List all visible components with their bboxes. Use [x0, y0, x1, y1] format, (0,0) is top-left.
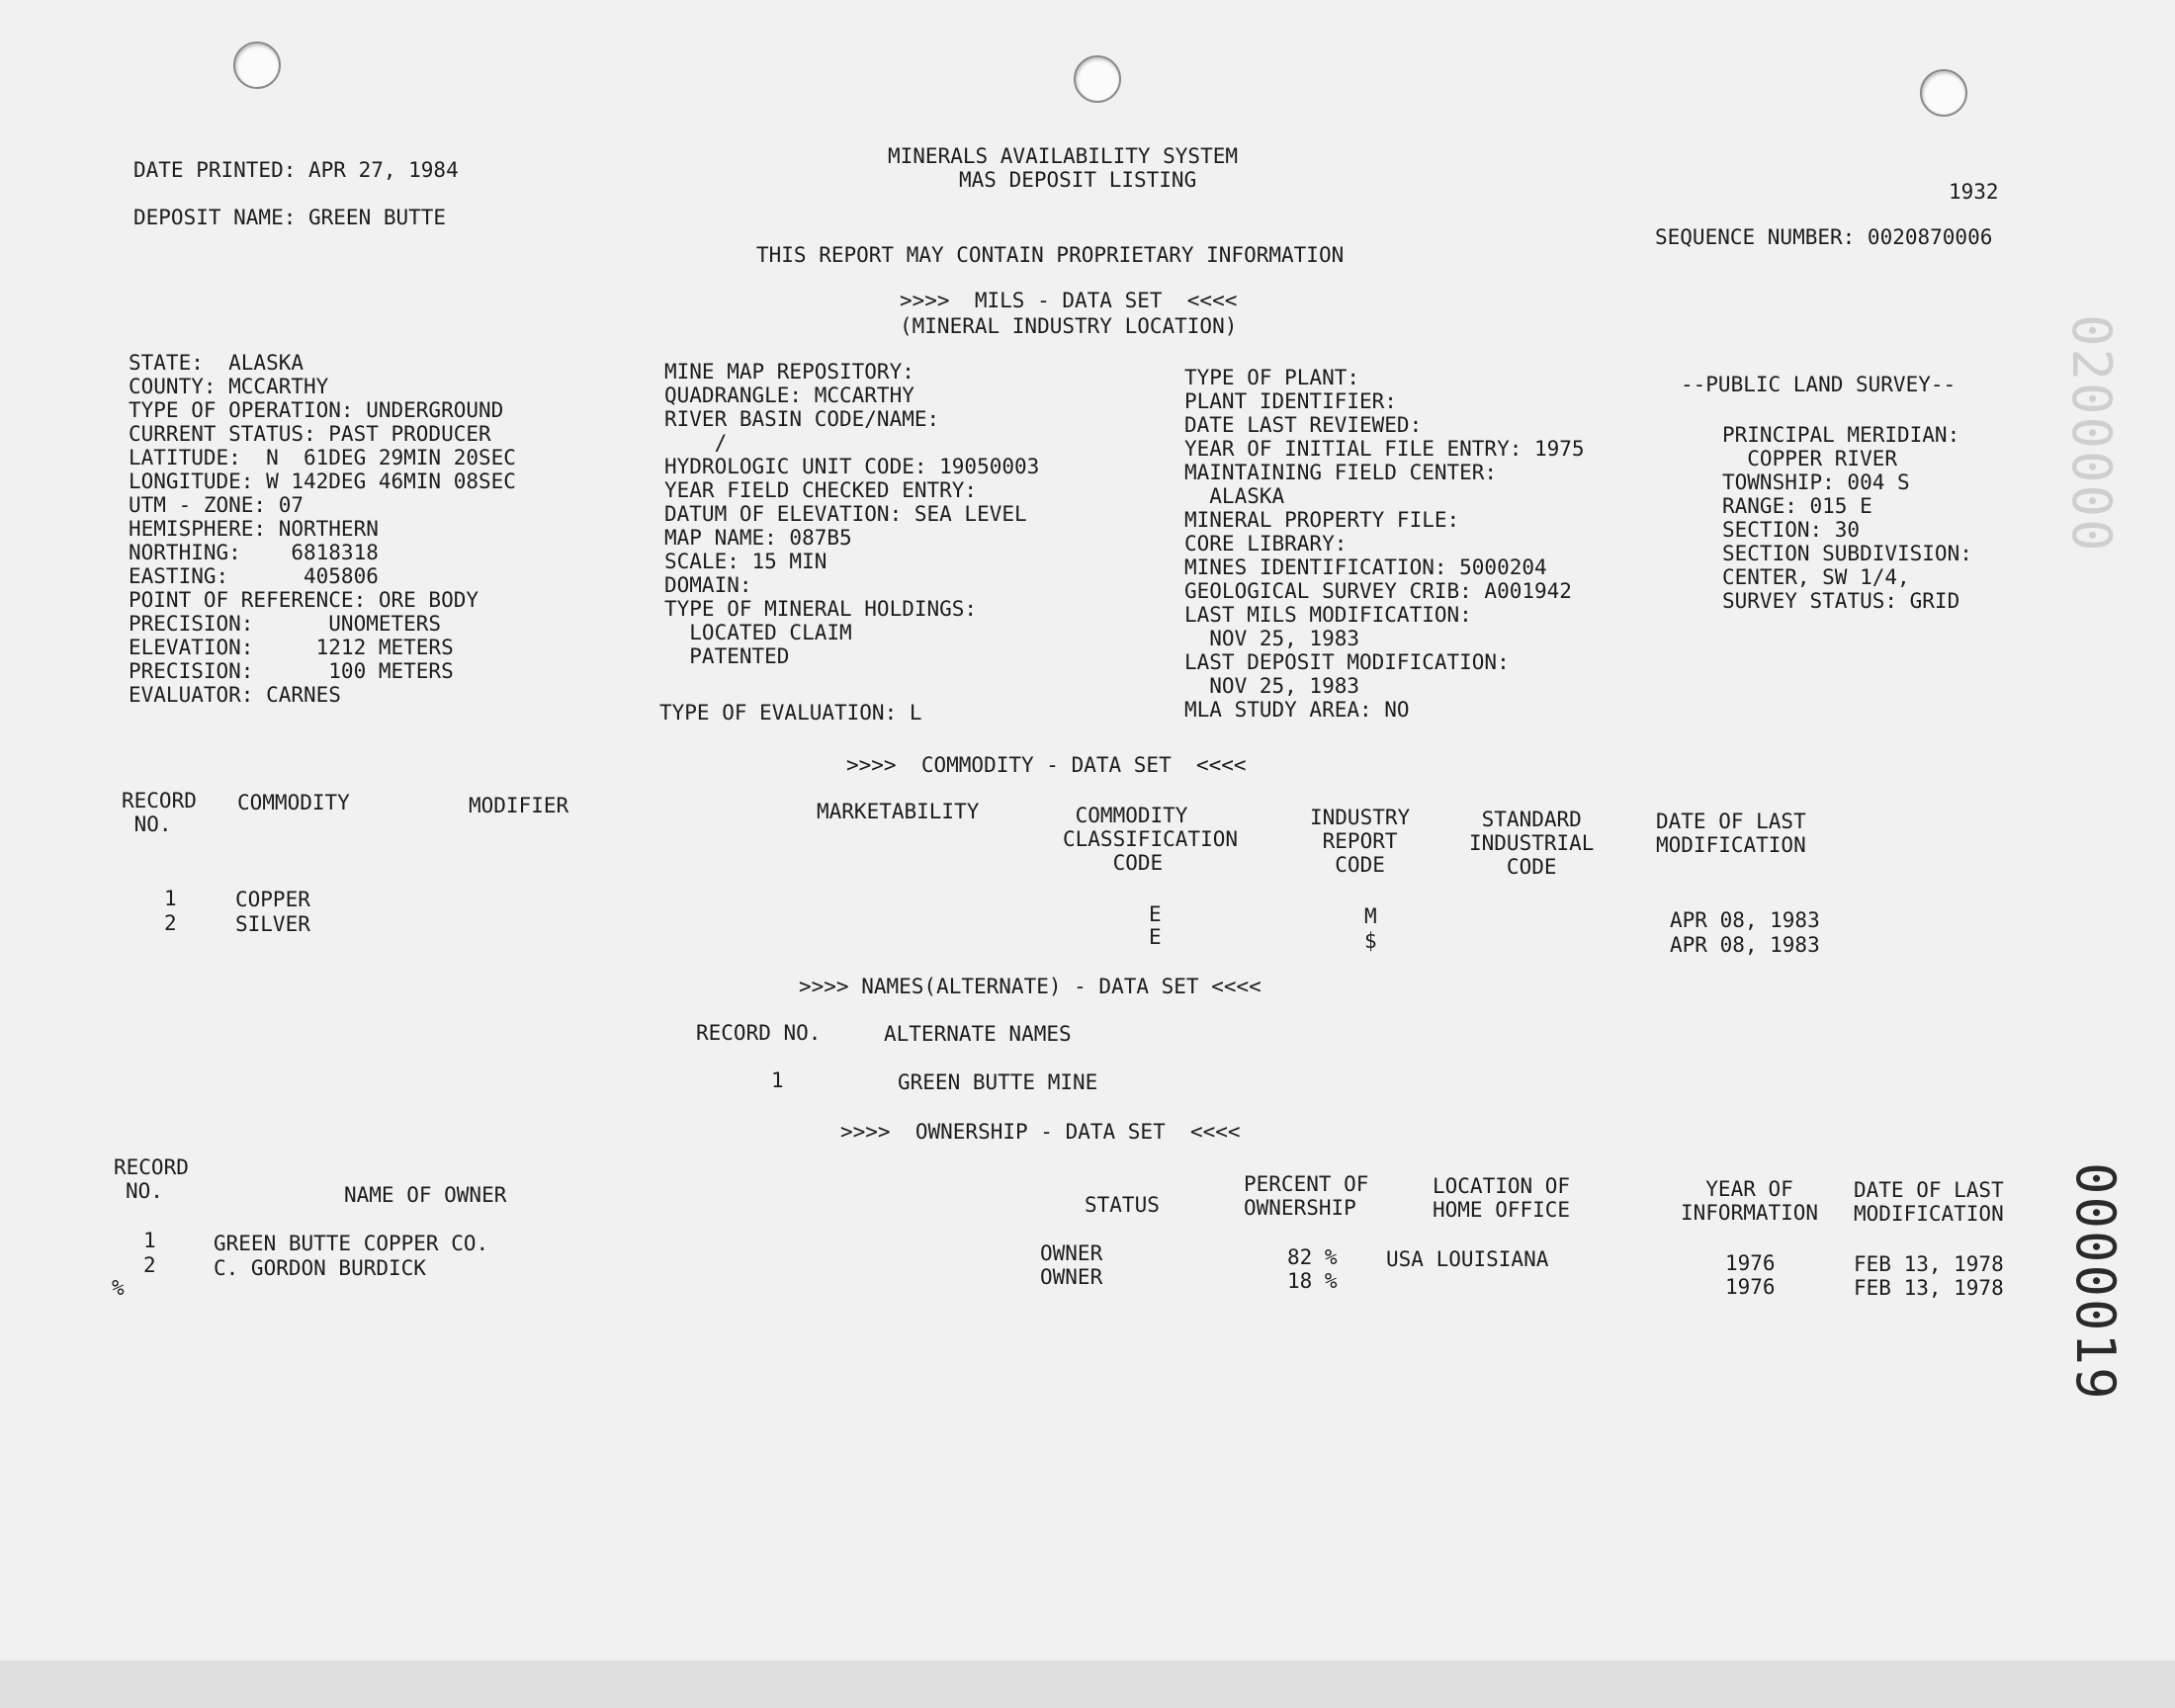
ownership-header-record: RECORD [114, 1155, 189, 1179]
ownership-header-location: LOCATION OF [1433, 1174, 1571, 1198]
deposit-name: DEPOSIT NAME: GREEN BUTTE [133, 206, 447, 229]
mils-field: POINT OF REFERENCE: ORE BODY [129, 588, 479, 612]
date-printed: DATE PRINTED: APR 27, 1984 [133, 158, 459, 182]
mils-field: CORE LIBRARY: [1184, 532, 1348, 555]
commodity-record-no: 1 [164, 887, 177, 910]
mils-field: SECTION: 30 [1722, 518, 1861, 542]
owner-home-office: USA LOUISIANA [1386, 1247, 1549, 1271]
ownership-header-year: YEAR OF [1681, 1177, 1793, 1201]
mils-field: MAP NAME: 087B5 [664, 526, 852, 550]
mils-field: / [664, 431, 728, 455]
commodity-industry-code: $ [1364, 929, 1377, 953]
ownership-header-year: INFORMATION [1681, 1201, 1819, 1225]
mils-field: MINES IDENTIFICATION: 5000204 [1184, 555, 1547, 579]
mils-field: EASTING: 405806 [129, 564, 379, 588]
mils-field: SCALE: 15 MIN [664, 550, 827, 573]
commodity-record-no: 2 [164, 911, 177, 935]
commodity-header-classification: CODE [1063, 851, 1164, 875]
mils-plant-column [1184, 366, 1585, 722]
faint-page-stamp: 0200000 [2060, 314, 2123, 554]
commodity-header-sic: STANDARD [1469, 808, 1582, 831]
mils-field: TOWNSHIP: 004 S [1722, 470, 1910, 494]
commodity-header-record: RECORD [122, 789, 197, 812]
system-title: MINERALS AVAILABILITY SYSTEM [888, 144, 1239, 168]
mils-field: MINE MAP REPOSITORY: [664, 360, 914, 384]
ownership-header-percent: PERCENT OF [1244, 1172, 1369, 1196]
mils-field: TYPE OF MINERAL HOLDINGS: [664, 597, 978, 621]
mils-field: STATE: ALASKA [129, 351, 304, 375]
mils-field: PRECISION: 100 METERS [129, 659, 454, 683]
mils-field: SURVEY STATUS: GRID [1722, 589, 1960, 613]
owner-percent: 18 % [1287, 1269, 1338, 1293]
commodity-class-code: E [1149, 902, 1162, 926]
mils-field: LAST DEPOSIT MODIFICATION: [1184, 650, 1510, 674]
mils-field: GEOLOGICAL SURVEY CRIB: A001942 [1184, 579, 1572, 603]
owner-year: 1976 [1725, 1275, 1776, 1299]
punch-hole-center [1074, 55, 1121, 103]
mils-field: LAST MILS MODIFICATION: [1184, 603, 1472, 627]
commodity-header-classification: CLASSIFICATION [1063, 827, 1239, 851]
commodity-name: SILVER [235, 912, 310, 936]
commodity-class-code: E [1149, 925, 1162, 949]
mils-field: DATUM OF ELEVATION: SEA LEVEL [664, 502, 1027, 526]
commodity-name: COPPER [235, 888, 310, 911]
mils-survey-column [1722, 423, 1972, 613]
commodity-header-record: NO. [122, 812, 172, 836]
mils-field: LOCATED CLAIM [664, 621, 852, 644]
owner-percent: 82 % [1287, 1245, 1338, 1269]
commodity-header-industry: REPORT [1310, 829, 1398, 853]
mils-field: NOV 25, 1983 [1184, 674, 1360, 698]
mils-field: COPPER RIVER [1722, 447, 1898, 470]
sequence-number: SEQUENCE NUMBER: 0020870006 [1655, 225, 1993, 249]
ownership-header-percent: OWNERSHIP [1244, 1196, 1356, 1220]
ownership-header-status: STATUS [1085, 1193, 1160, 1217]
mils-field: MLA STUDY AREA: NO [1184, 698, 1410, 722]
page-bottom-edge [0, 1661, 2175, 1708]
names-record-no: 1 [771, 1068, 784, 1092]
names-header-alternate: ALTERNATE NAMES [884, 1022, 1072, 1046]
punch-hole-right [1920, 69, 1967, 117]
mils-field: TYPE OF OPERATION: UNDERGROUND [129, 398, 504, 422]
mils-field: HYDROLOGIC UNIT CODE: 19050003 [664, 455, 1040, 478]
mils-field: EVALUATOR: CARNES [129, 683, 341, 707]
ownership-header-record: NO. [126, 1179, 163, 1203]
mils-field: CENTER, SW 1/4, [1722, 565, 1910, 589]
proprietary-notice: THIS REPORT MAY CONTAIN PROPRIETARY INFORMATION [756, 243, 1345, 267]
mils-field: NORTHING: 6818318 [129, 541, 379, 564]
commodity-industry-code: M [1364, 904, 1377, 928]
owner-date: FEB 13, 1978 [1854, 1252, 2004, 1276]
mils-field: NOV 25, 1983 [1184, 627, 1360, 650]
page-number: 1932 [1949, 180, 1999, 204]
type-of-evaluation: TYPE OF EVALUATION: L [659, 701, 922, 725]
mils-section-title: >>>> MILS - DATA SET <<<< [900, 289, 1238, 312]
commodity-header-sic: INDUSTRIAL [1469, 831, 1595, 855]
mils-field: SECTION SUBDIVISION: [1722, 542, 1972, 565]
commodity-header-commodity: COMMODITY [237, 791, 350, 814]
mils-field: ALASKA [1184, 484, 1285, 508]
mils-field: MINERAL PROPERTY FILE: [1184, 508, 1460, 532]
owner-date: FEB 13, 1978 [1854, 1276, 2004, 1300]
mils-field: CURRENT STATUS: PAST PRODUCER [129, 422, 491, 446]
owner-year: 1976 [1725, 1251, 1776, 1275]
names-section-title: >>>> NAMES(ALTERNATE) - DATA SET <<<< [799, 975, 1262, 998]
mils-field: COUNTY: MCCARTHY [129, 375, 329, 398]
ownership-header-location: HOME OFFICE [1433, 1198, 1571, 1222]
commodity-header-date: MODIFICATION [1656, 833, 1806, 857]
ownership-record-no: 1 [143, 1229, 156, 1252]
mils-section-subtitle: (MINERAL INDUSTRY LOCATION) [900, 314, 1238, 338]
public-land-survey-title: --PUBLIC LAND SURVEY-- [1681, 373, 1957, 396]
punch-hole-left [233, 42, 281, 89]
ownership-header-date: DATE OF LAST [1854, 1178, 2004, 1202]
mils-field: PATENTED [664, 644, 790, 668]
mils-field: ELEVATION: 1212 METERS [129, 636, 454, 659]
alternate-name: GREEN BUTTE MINE [898, 1070, 1098, 1094]
commodity-header-marketability: MARKETABILITY [817, 800, 980, 823]
mils-field: HEMISPHERE: NORTHERN [129, 517, 379, 541]
mils-field: MAINTAINING FIELD CENTER: [1184, 461, 1498, 484]
owner-name: GREEN BUTTE COPPER CO. [214, 1232, 489, 1255]
mils-field: LONGITUDE: W 142DEG 46MIN 08SEC [129, 470, 516, 493]
commodity-header-sic: CODE [1469, 855, 1557, 879]
mils-field: PRECISION: UNOMETERS [129, 612, 442, 636]
mils-field: PRINCIPAL MERIDIAN: [1722, 423, 1960, 447]
names-header-record: RECORD NO. [696, 1021, 822, 1045]
ownership-footnote: % [112, 1276, 125, 1300]
commodity-date: APR 08, 1983 [1670, 933, 1820, 957]
ownership-section-title: >>>> OWNERSHIP - DATA SET <<<< [840, 1120, 1241, 1144]
commodity-date: APR 08, 1983 [1670, 908, 1820, 932]
mils-field: QUADRANGLE: MCCARTHY [664, 384, 914, 407]
mils-field: DOMAIN: [664, 573, 752, 597]
commodity-header-classification: COMMODITY [1063, 804, 1188, 827]
ownership-header-date: MODIFICATION [1854, 1202, 2004, 1226]
ownership-record-no: 2 [143, 1253, 156, 1277]
mils-field: LATITUDE: N 61DEG 29MIN 20SEC [129, 446, 516, 470]
owner-status: OWNER [1040, 1265, 1103, 1289]
ownership-header-owner: NAME OF OWNER [344, 1183, 507, 1207]
mils-field: TYPE OF PLANT: [1184, 366, 1360, 389]
mils-field: DATE LAST REVIEWED: [1184, 413, 1423, 437]
owner-status: OWNER [1040, 1241, 1103, 1265]
commodity-header-date: DATE OF LAST [1656, 810, 1806, 833]
listing-title: MAS DEPOSIT LISTING [959, 168, 1197, 192]
commodity-header-industry: CODE [1310, 853, 1385, 877]
page-stamp: 0000019 [2064, 1162, 2127, 1402]
mils-field: YEAR OF INITIAL FILE ENTRY: 1975 [1184, 437, 1585, 461]
commodity-section-title: >>>> COMMODITY - DATA SET <<<< [846, 753, 1247, 777]
mils-field: YEAR FIELD CHECKED ENTRY: [664, 478, 978, 502]
mils-location-column [129, 351, 516, 707]
mils-map-column [664, 360, 1039, 668]
mils-field: RANGE: 015 E [1722, 494, 1872, 518]
commodity-header-modifier: MODIFIER [469, 794, 569, 817]
commodity-header-industry: INDUSTRY [1310, 806, 1411, 829]
mils-field: PLANT IDENTIFIER: [1184, 389, 1397, 413]
mils-field: UTM - ZONE: 07 [129, 493, 304, 517]
owner-name: C. GORDON BURDICK [214, 1256, 426, 1280]
mils-field: RIVER BASIN CODE/NAME: [664, 407, 940, 431]
